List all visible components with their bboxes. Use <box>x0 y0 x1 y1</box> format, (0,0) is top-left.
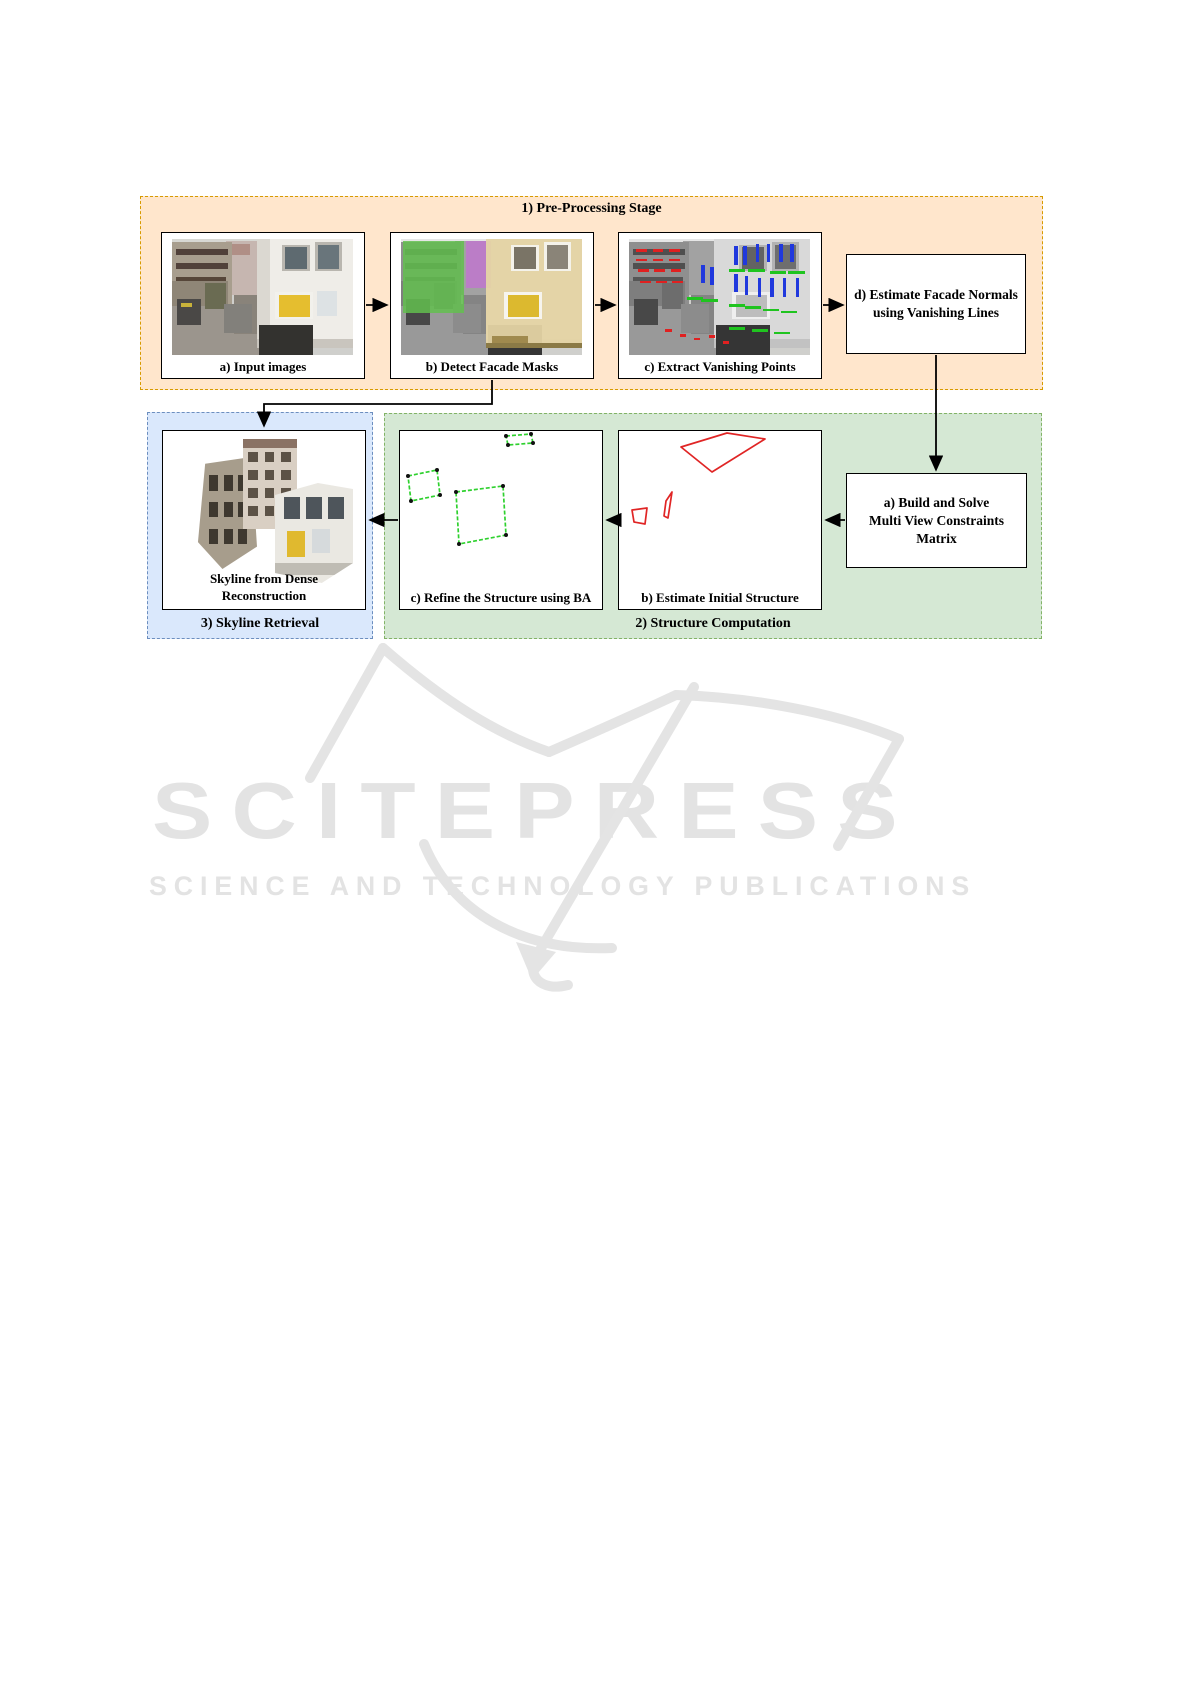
node-label-input-images: a) Input images <box>219 359 307 374</box>
build-line3: Matrix <box>916 530 957 546</box>
window-pane <box>318 245 340 269</box>
node-label-detect-masks: b) Detect Facade Masks <box>425 359 559 374</box>
red-segment <box>665 329 671 332</box>
green-structure-wireframes <box>400 431 600 581</box>
red-quad-small <box>632 508 647 524</box>
node-label-skyline <box>163 570 365 604</box>
facade-window <box>209 475 218 491</box>
blue-segment <box>779 244 783 263</box>
facade-window <box>248 506 258 517</box>
blue-segment <box>783 278 787 297</box>
stage-title-structure: 2) Structure Computation <box>635 616 791 631</box>
red-segment <box>654 269 665 272</box>
green-segment <box>770 271 786 274</box>
scitepress-watermark-title: SCITEPRESS <box>152 766 917 855</box>
facade-window <box>224 502 233 518</box>
bush <box>205 283 227 309</box>
timber-row <box>176 249 228 255</box>
facade-window <box>224 475 233 491</box>
green-segment <box>748 269 764 272</box>
vanishing-points-photo <box>629 239 810 355</box>
red-segment <box>653 249 664 252</box>
red-structure-wireframes <box>619 431 819 581</box>
green-quad-large <box>456 486 506 544</box>
blue-segment <box>734 246 738 265</box>
facade-window <box>265 470 275 481</box>
green-segment <box>729 269 745 272</box>
window-pane <box>312 529 329 553</box>
build-line2: Multi View Constraints <box>869 512 1004 528</box>
window-pane <box>285 247 307 269</box>
red-segment <box>694 338 700 341</box>
book-spine <box>549 695 676 752</box>
red-segment <box>671 269 682 272</box>
book-left-leg <box>310 648 383 778</box>
node-estimate-initial-structure <box>618 430 822 610</box>
book-right-page-top <box>676 695 899 739</box>
bin-label <box>181 303 192 308</box>
red-segment <box>640 281 651 284</box>
skyline-line2: Reconstruction <box>221 588 307 603</box>
dark-bin <box>634 299 658 325</box>
window-pane <box>317 291 337 315</box>
facade-window <box>238 529 247 545</box>
facade-masks-photo <box>401 239 582 355</box>
facade-window <box>306 497 322 519</box>
facade-window <box>281 470 291 481</box>
red-segment <box>680 334 686 337</box>
node-detect-facade-masks <box>390 232 594 379</box>
green-segment <box>729 304 745 307</box>
build-line1: a) Build and Solve <box>883 494 990 510</box>
stage-title-skyline: 3) Skyline Retrieval <box>200 616 320 631</box>
green-quad-small <box>506 434 533 445</box>
stage-title-preprocessing: 1) Pre-Processing Stage <box>521 201 662 216</box>
blue-segment <box>767 244 771 263</box>
facade-window <box>284 497 300 519</box>
normals-line1: d) Estimate Facade Normals <box>854 287 1018 302</box>
normals-line2: using Vanishing Lines <box>872 305 1000 320</box>
red-segment <box>669 259 680 262</box>
book-hook-arrowhead <box>516 942 556 980</box>
facade-window <box>209 502 218 518</box>
node-input-images <box>161 232 365 379</box>
book-left-page-top <box>383 648 549 752</box>
node-estimate-facade-normals <box>846 254 1026 354</box>
green-segment <box>788 271 804 274</box>
node-skyline-dense-reconstruction <box>162 430 366 610</box>
dark-car <box>259 325 313 355</box>
yellow-shop-window <box>508 295 539 317</box>
green-segment <box>745 306 761 309</box>
blue-segment <box>743 246 747 265</box>
bush <box>662 283 684 309</box>
facade-window <box>209 529 218 545</box>
facade-window <box>248 470 258 481</box>
skyline-line1: Skyline from Dense <box>209 571 319 586</box>
blue-segment <box>758 278 762 297</box>
node-text-build-solve <box>847 494 1026 548</box>
red-segment <box>669 249 680 252</box>
blue-segment <box>745 276 749 295</box>
node-refine-structure-ba <box>399 430 603 610</box>
blue-segment <box>734 274 738 293</box>
red-quad-large <box>681 433 765 472</box>
gray-bin <box>681 304 708 333</box>
red-quad-sliver <box>664 492 672 518</box>
facade-window <box>265 506 275 517</box>
window-pane <box>547 245 569 269</box>
facade-window <box>281 452 291 463</box>
blue-segment <box>770 278 774 297</box>
facade-window <box>265 488 275 499</box>
timber-row <box>176 263 228 269</box>
book-page-hook <box>533 950 568 987</box>
skyline-fragment-right <box>275 483 353 583</box>
green-segment <box>774 332 790 335</box>
node-build-solve-matrix <box>846 473 1027 568</box>
blue-segment <box>790 244 794 263</box>
red-segment <box>653 259 664 262</box>
distant-roof <box>232 244 250 256</box>
green-segment <box>763 309 779 312</box>
node-label-extract-vp: c) Extract Vanishing Points <box>644 359 796 374</box>
window-pane <box>514 247 536 269</box>
red-segment <box>638 269 649 272</box>
node-text-estimate-normals <box>847 286 1025 322</box>
green-segment <box>701 299 717 302</box>
red-segment <box>656 281 667 284</box>
red-segment <box>723 341 729 344</box>
yellow-shop-window <box>279 295 310 317</box>
facade-window <box>265 452 275 463</box>
green-segment <box>729 327 745 330</box>
red-segment <box>636 249 647 252</box>
facade-window <box>224 529 233 545</box>
green-segment <box>752 329 768 332</box>
red-segment <box>636 259 647 262</box>
yellow-shop-window <box>287 531 306 557</box>
red-segment <box>709 335 715 338</box>
red-segment <box>672 281 683 284</box>
khaki-base <box>486 343 582 348</box>
facade-window <box>328 497 344 519</box>
facade-window <box>248 488 258 499</box>
blue-segment <box>796 278 800 297</box>
green-facade-mask <box>403 241 465 313</box>
wireframe-corner-dots <box>406 432 535 546</box>
input-street-photo <box>172 239 353 355</box>
blue-segment <box>701 265 705 284</box>
green-quad-left <box>408 470 440 501</box>
node-label-refine-ba: c) Refine the Structure using BA <box>410 590 592 605</box>
fragment-roof <box>243 439 297 448</box>
blue-segment <box>756 244 760 263</box>
node-label-estimate-structure: b) Estimate Initial Structure <box>641 590 799 605</box>
facade-window <box>248 452 258 463</box>
gray-bin <box>224 304 251 333</box>
blue-segment <box>710 267 714 286</box>
scitepress-watermark-subtitle: SCIENCE AND TECHNOLOGY PUBLICATIONS <box>149 871 977 901</box>
green-segment <box>781 311 797 314</box>
node-extract-vanishing-points <box>618 232 822 379</box>
